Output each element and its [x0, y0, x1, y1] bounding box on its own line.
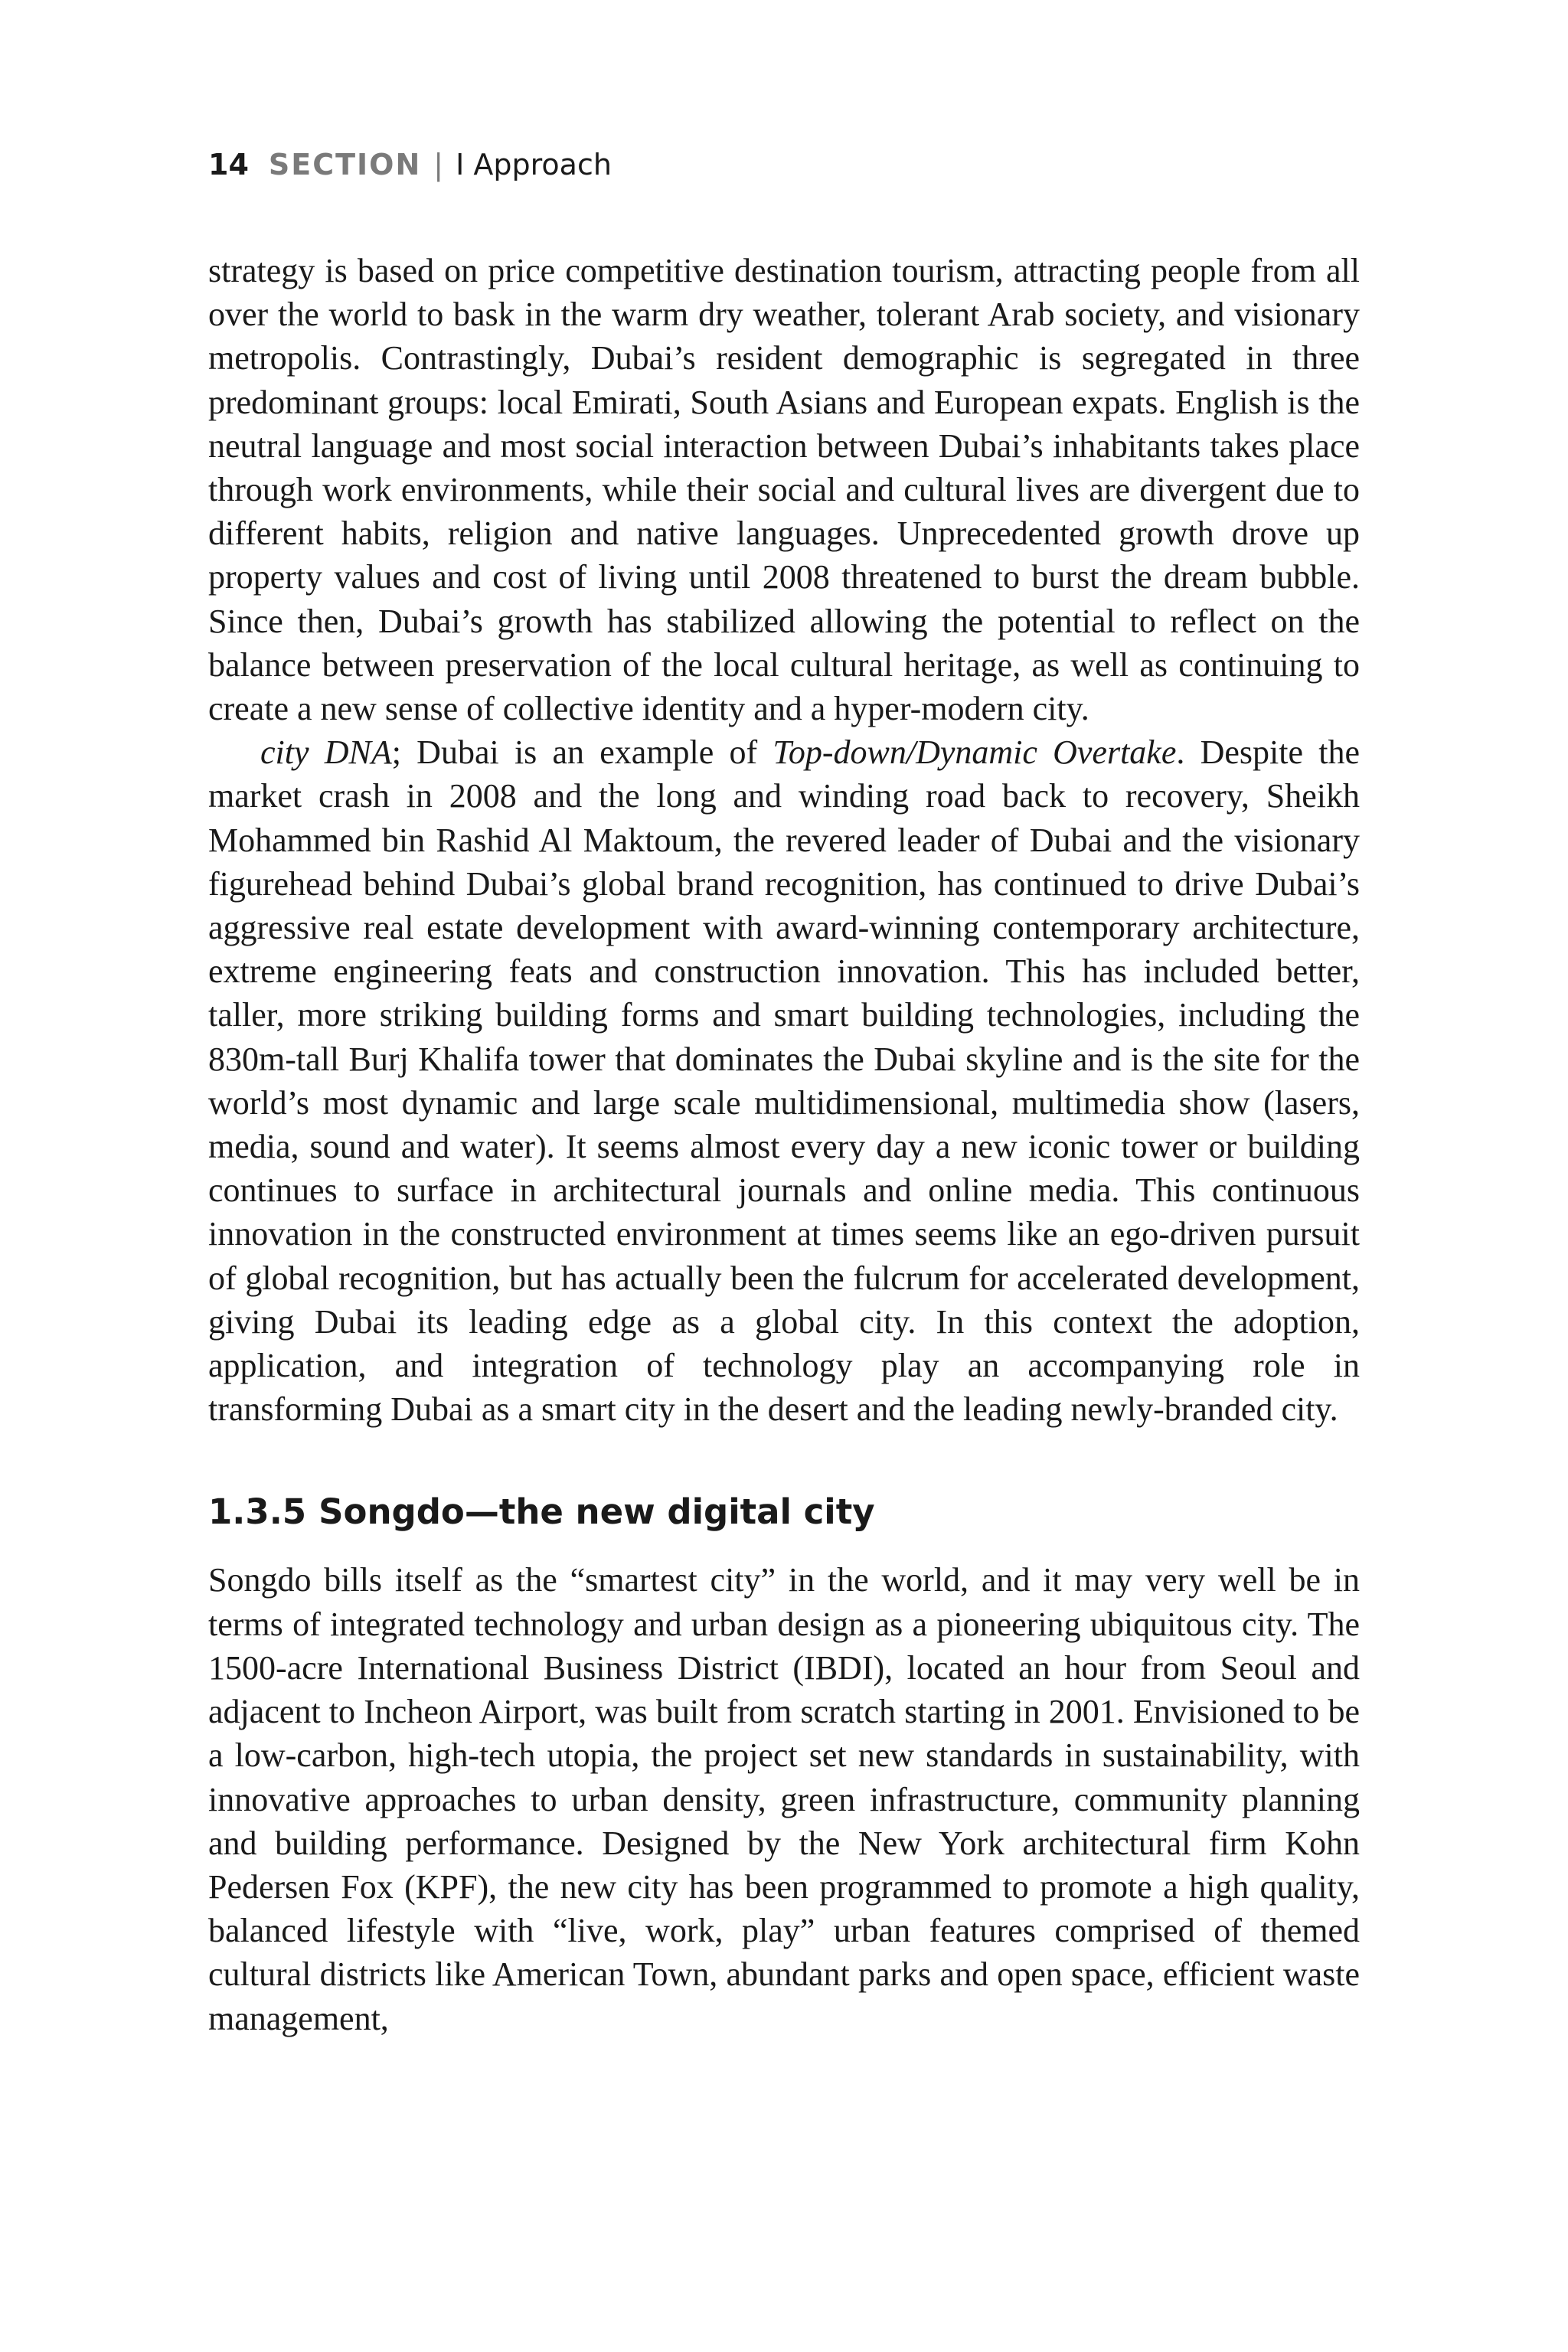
section-number: 1.3.5: [208, 1491, 307, 1533]
body-text: [208, 249, 1360, 2040]
section-title: Songdo—the new digital city: [318, 1491, 875, 1533]
paragraph-dubai-city-dna: [208, 730, 1360, 1431]
paragraph-text-b: . Despite the market crash in 2008 and the long and winding road back to recovery, Sheikh Mohammed bin Rashid Al Maktoum, the revered leader of Dubai and the visionary figurehead behind Dubai’s global brand recognition, has continued to drive Dubai’s aggressive real estate development with award-winning contemporary architecture, extreme engineering feats and construction innovation. This has included better, taller, more striking building forms and smart building technologies, including the 830m-tall Burj Khalifa tower that dominates the Dubai skyline and is the site for the world’s most dynamic and large scale multidimensional, multimedia show (lasers, media, sound and water). It seems almost every day a new iconic tower or building continues to surface in architectural journals and online media. This continuous innovation in the constructed environment at times seems like an ego-driven pursuit of global recognition, but has actually been the fulcrum for accelerated development, giving Dubai its leading edge as a global city. In this context the adoption, application, and integration of technology play an accompanying role in transforming Dubai as a smart city in the desert and the leading newly-branded city.: [208, 733, 1360, 1429]
paragraph-songdo: Songdo bills itself as the “smartest city” in the world, and it may very well be in terms of integrated technology and urban design as a pioneering ubiquitous city. The 1500-acre International Business District (IBDI), located an hour from Seoul and adjacent to Incheon Airport, was built from scratch starting in 2001. Envisioned to be a low-carbon, high-tech utopia, the project set new standards in sustainability, with innovative approaches to urban density, green infrastructure, community planning and building performance. Designed by the New York architectural firm Kohn Pedersen Fox (KPF), the new city has been programmed to promote a high quality, balanced lifestyle with “live, work, play” urban features comprised of themed cultural districts like American Town, abundant parks and open space, efficient waste management,: [208, 1561, 1360, 2037]
paragraph-text-a: ; Dubai is an example of: [391, 733, 773, 772]
running-head-separator: |: [433, 148, 444, 181]
part-label: I Approach: [456, 148, 612, 181]
paragraph-dubai-continued: strategy is based on price competitive destination tourism, attracting people from all over the world to bask in the warm dry weather, tolerant Arab society, and visionary metropolis. Contrastingly, Dubai’s resident demographic is segregated in three predominant groups: local Emirati, South Asians and European expats. English is the neutral language and most social interaction between Dubai’s inhabitants takes place through work environments, while their social and cultural lives are divergent due to different habits, religion and native languages. Unprecedented growth drove up property values and cost of living until 2008 threatened to burst the dream bubble. Since then, Dubai’s growth has stabilized allowing the potential to reflect on the balance between preservation of the local cultural heritage, as well as continuing to create a new sense of collective identity and a hyper-modern city.: [208, 252, 1360, 728]
section-heading: [208, 1489, 1360, 1535]
term-top-down-overtake: Top-down/Dynamic Overtake: [773, 733, 1177, 772]
section-label: SECTION: [268, 148, 422, 181]
running-head: [208, 145, 612, 184]
term-city-dna: city DNA: [260, 733, 392, 772]
page-number: 14: [208, 148, 249, 181]
